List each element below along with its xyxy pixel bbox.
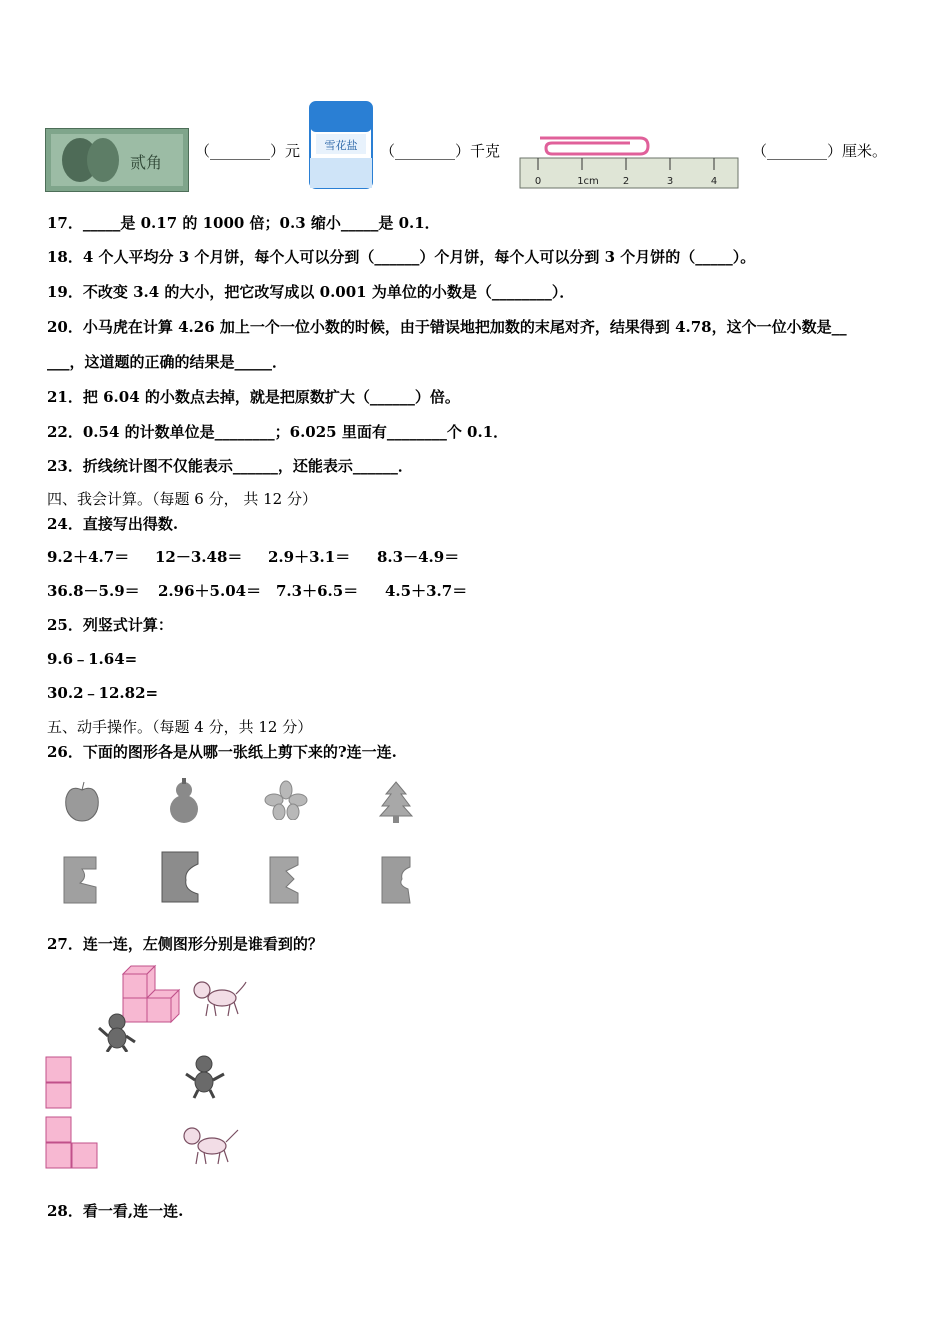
paper-cut-2-image xyxy=(160,850,200,904)
monkey-option-icon xyxy=(182,1054,228,1100)
dog-option-icon xyxy=(180,1124,240,1168)
ruler-label-3: 3 xyxy=(666,176,674,187)
ruler-label-4: 4 xyxy=(710,176,718,187)
question-20-line1: 20．小马虎在计算 4.26 加上一个一位小数的时候，由于错误地把加数的末尾对齐，结果得到 4.78，这个一位小数是__ xyxy=(47,318,847,336)
question-18: 18．4 个人平均分 3 个月饼，每个人可以分到（______）个月饼，每个人可以分到 3 个月饼的（_____）。 xyxy=(47,248,756,266)
question-24: 24．直接写出得数. xyxy=(47,515,179,533)
calc-7: 7.3＋6.5＝ xyxy=(276,582,359,600)
flower-shape-image xyxy=(264,780,308,820)
side-view-image xyxy=(45,1116,99,1170)
paperclip-ruler-image xyxy=(518,130,740,190)
paper-cut-1-image xyxy=(62,855,98,905)
blank-yuan: （________）元 xyxy=(195,142,301,160)
calc-3: 2.9＋3.1＝ xyxy=(268,548,351,566)
calc-4: 8.3－4.9＝ xyxy=(377,548,460,566)
question-21: 21．把 6.04 的小数点去掉，就是把原数扩大（______）倍。 xyxy=(47,388,460,406)
paper-cut-3-image xyxy=(268,855,300,905)
monkey-icon xyxy=(95,1012,139,1052)
question-19: 19．不改变 3.4 的大小，把它改写成以 0.001 为单位的小数是（________）． xyxy=(47,283,575,301)
front-view-image xyxy=(45,1056,73,1110)
question-17: 17．_____是 0.17 的 1000 倍；0.3 缩小_____是 0.1． xyxy=(47,214,440,232)
salt-brand-text: 雪花盐 xyxy=(324,139,358,152)
question-26: 26．下面的图形各是从哪一张纸上剪下来的?连一连. xyxy=(47,743,397,761)
question-22: 22．0.54 的计数单位是________；6.025 里面有________个 0.1． xyxy=(47,423,509,441)
ruler-label-2: 2 xyxy=(622,176,630,187)
vertical-calc-2: 30.2﹣12.82= xyxy=(47,684,159,702)
section-4-heading: 四、我会计算。（每题 6 分， 共 12 分） xyxy=(47,490,317,508)
ruler-label-1: 1cm xyxy=(577,176,599,187)
calc-6: 2.96＋5.04＝ xyxy=(158,582,262,600)
ruler-label-0: 0 xyxy=(534,176,542,187)
blank-centimeter: （________）厘米。 xyxy=(752,142,888,160)
salt-bag-image xyxy=(308,98,374,192)
tree-shape-image xyxy=(376,780,416,824)
calc-5: 36.8－5.9＝ xyxy=(47,582,140,600)
apple-shape-image xyxy=(60,780,104,824)
blank-kilogram: （________）千克 xyxy=(380,142,501,160)
vertical-calc-1: 9.6﹣1.64= xyxy=(47,650,138,668)
banknote-image xyxy=(45,128,189,192)
question-20-line2: ___，这道题的正确的结果是_____． xyxy=(47,353,288,371)
gourd-shape-image xyxy=(163,778,205,824)
question-28: 28．看一看,连一连. xyxy=(47,1202,184,1220)
banknote-text: 贰角 xyxy=(130,153,163,172)
question-27: 27．连一连，左侧图形分别是谁看到的？ xyxy=(47,935,323,953)
paper-cut-4-image xyxy=(380,855,412,905)
section-5-heading: 五、动手操作。（每题 4 分，共 12 分） xyxy=(47,718,313,736)
question-23: 23．折线统计图不仅能表示______，还能表示______． xyxy=(47,457,413,475)
calc-2: 12－3.48＝ xyxy=(155,548,243,566)
question-25: 25．列竖式计算： xyxy=(47,616,173,634)
dog-icon xyxy=(190,978,248,1020)
calc-8: 4.5＋3.7＝ xyxy=(385,582,468,600)
calc-1: 9.2＋4.7＝ xyxy=(47,548,130,566)
